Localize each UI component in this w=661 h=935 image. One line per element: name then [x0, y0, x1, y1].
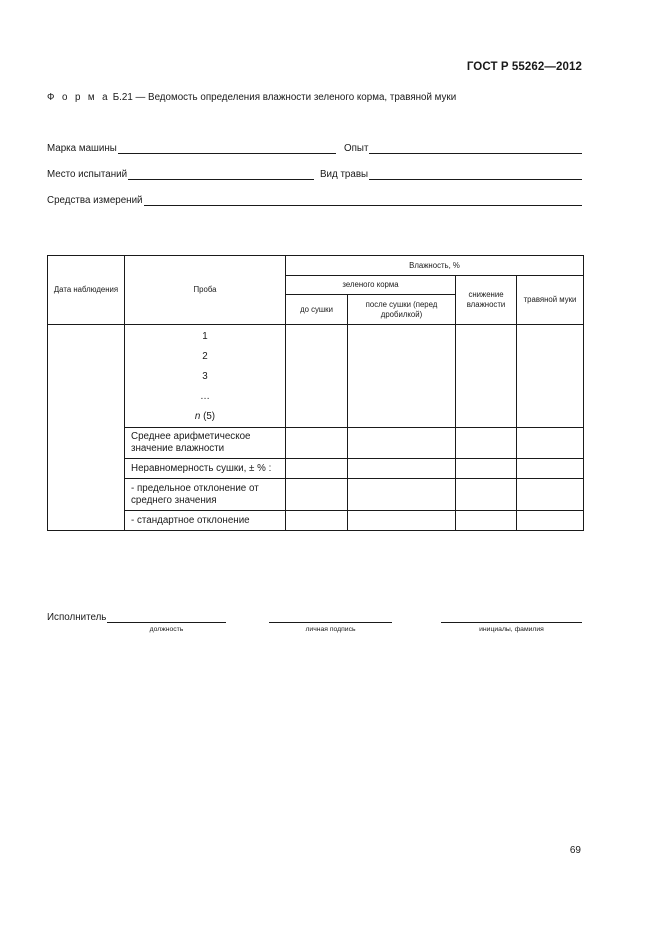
moisture-table	[47, 255, 584, 531]
experiment-label: Опыт	[344, 143, 369, 154]
header-sample: Проба	[125, 256, 286, 325]
cell[interactable]	[348, 325, 456, 428]
header-before-drying: до сушки	[286, 295, 348, 325]
test-place-label: Место испытаний	[47, 169, 128, 180]
form-title-text: Б.21 — Ведомость определения влажности зеленого корма, травяной муки	[110, 92, 457, 103]
cell[interactable]	[517, 511, 584, 531]
machine-brand-line[interactable]	[118, 142, 336, 154]
position-line[interactable]	[107, 622, 226, 623]
form-title	[47, 92, 456, 103]
test-place-field[interactable]	[47, 166, 314, 180]
cell[interactable]	[348, 479, 456, 511]
cell[interactable]	[517, 428, 584, 459]
position-caption: должность	[149, 626, 184, 633]
grass-type-field[interactable]	[320, 166, 582, 180]
sample-n	[125, 407, 285, 427]
grass-type-line[interactable]	[369, 168, 582, 180]
sample-list-cell	[125, 325, 286, 428]
measuring-means-label: Средства измерений	[47, 195, 143, 206]
cell[interactable]	[517, 479, 584, 511]
experiment-line[interactable]	[369, 142, 582, 154]
experiment-field[interactable]	[344, 140, 582, 154]
header-date: Дата наблюдения	[48, 256, 125, 325]
page-number: 69	[569, 845, 581, 856]
cell[interactable]	[286, 428, 348, 459]
measuring-means-line[interactable]	[144, 194, 582, 206]
cell[interactable]	[456, 325, 517, 428]
header-green-feed: зеленого корма	[286, 276, 456, 295]
cell[interactable]	[456, 479, 517, 511]
cell[interactable]	[456, 428, 517, 459]
row-mean: Среднее арифметическое значение влажности	[125, 428, 286, 459]
cell[interactable]	[286, 459, 348, 479]
header-grass-meal: травяной муки	[517, 276, 584, 325]
initials-caption: инициалы, фамилия	[479, 626, 544, 633]
measuring-means-field[interactable]	[47, 192, 582, 206]
row-non-uniformity: Неравномерность сушки, ± % :	[125, 459, 286, 479]
cell[interactable]	[517, 325, 584, 428]
machine-brand-field[interactable]	[47, 140, 336, 154]
cell[interactable]	[517, 459, 584, 479]
signature-line[interactable]	[269, 622, 392, 623]
executor-label: Исполнитель	[47, 612, 107, 623]
cell[interactable]	[286, 511, 348, 531]
date-cell[interactable]	[48, 325, 125, 531]
sample-n-count: (5)	[200, 411, 216, 422]
signature-caption: личная подпись	[305, 626, 356, 633]
cell[interactable]	[348, 428, 456, 459]
header-moisture: Влажность, %	[286, 256, 584, 276]
form-prefix: Ф о р м а	[47, 92, 111, 103]
machine-brand-label: Марка машины	[47, 143, 117, 154]
cell[interactable]	[286, 479, 348, 511]
row-limit-deviation: - предельное отклонение от среднего значения	[125, 479, 286, 511]
grass-type-label: Вид травы	[320, 169, 369, 180]
sample-3: 3	[202, 371, 208, 382]
cell[interactable]	[348, 459, 456, 479]
standard-code: ГОСТ Р 55262—2012	[466, 61, 582, 73]
sample-1: 1	[202, 331, 208, 342]
cell[interactable]	[286, 325, 348, 428]
cell[interactable]	[456, 459, 517, 479]
header-after-drying: после сушки (перед дробилкой)	[348, 295, 456, 325]
sample-n-symbol: n	[194, 411, 201, 422]
cell[interactable]	[456, 511, 517, 531]
row-std-deviation: - стандартное отклонение	[125, 511, 286, 531]
header-moisture-reduction: снижение влажности	[456, 276, 517, 325]
cell[interactable]	[348, 511, 456, 531]
initials-line[interactable]	[441, 622, 582, 623]
test-place-line[interactable]	[128, 168, 314, 180]
sample-2: 2	[202, 351, 208, 362]
sample-ellipsis: …	[200, 391, 210, 402]
